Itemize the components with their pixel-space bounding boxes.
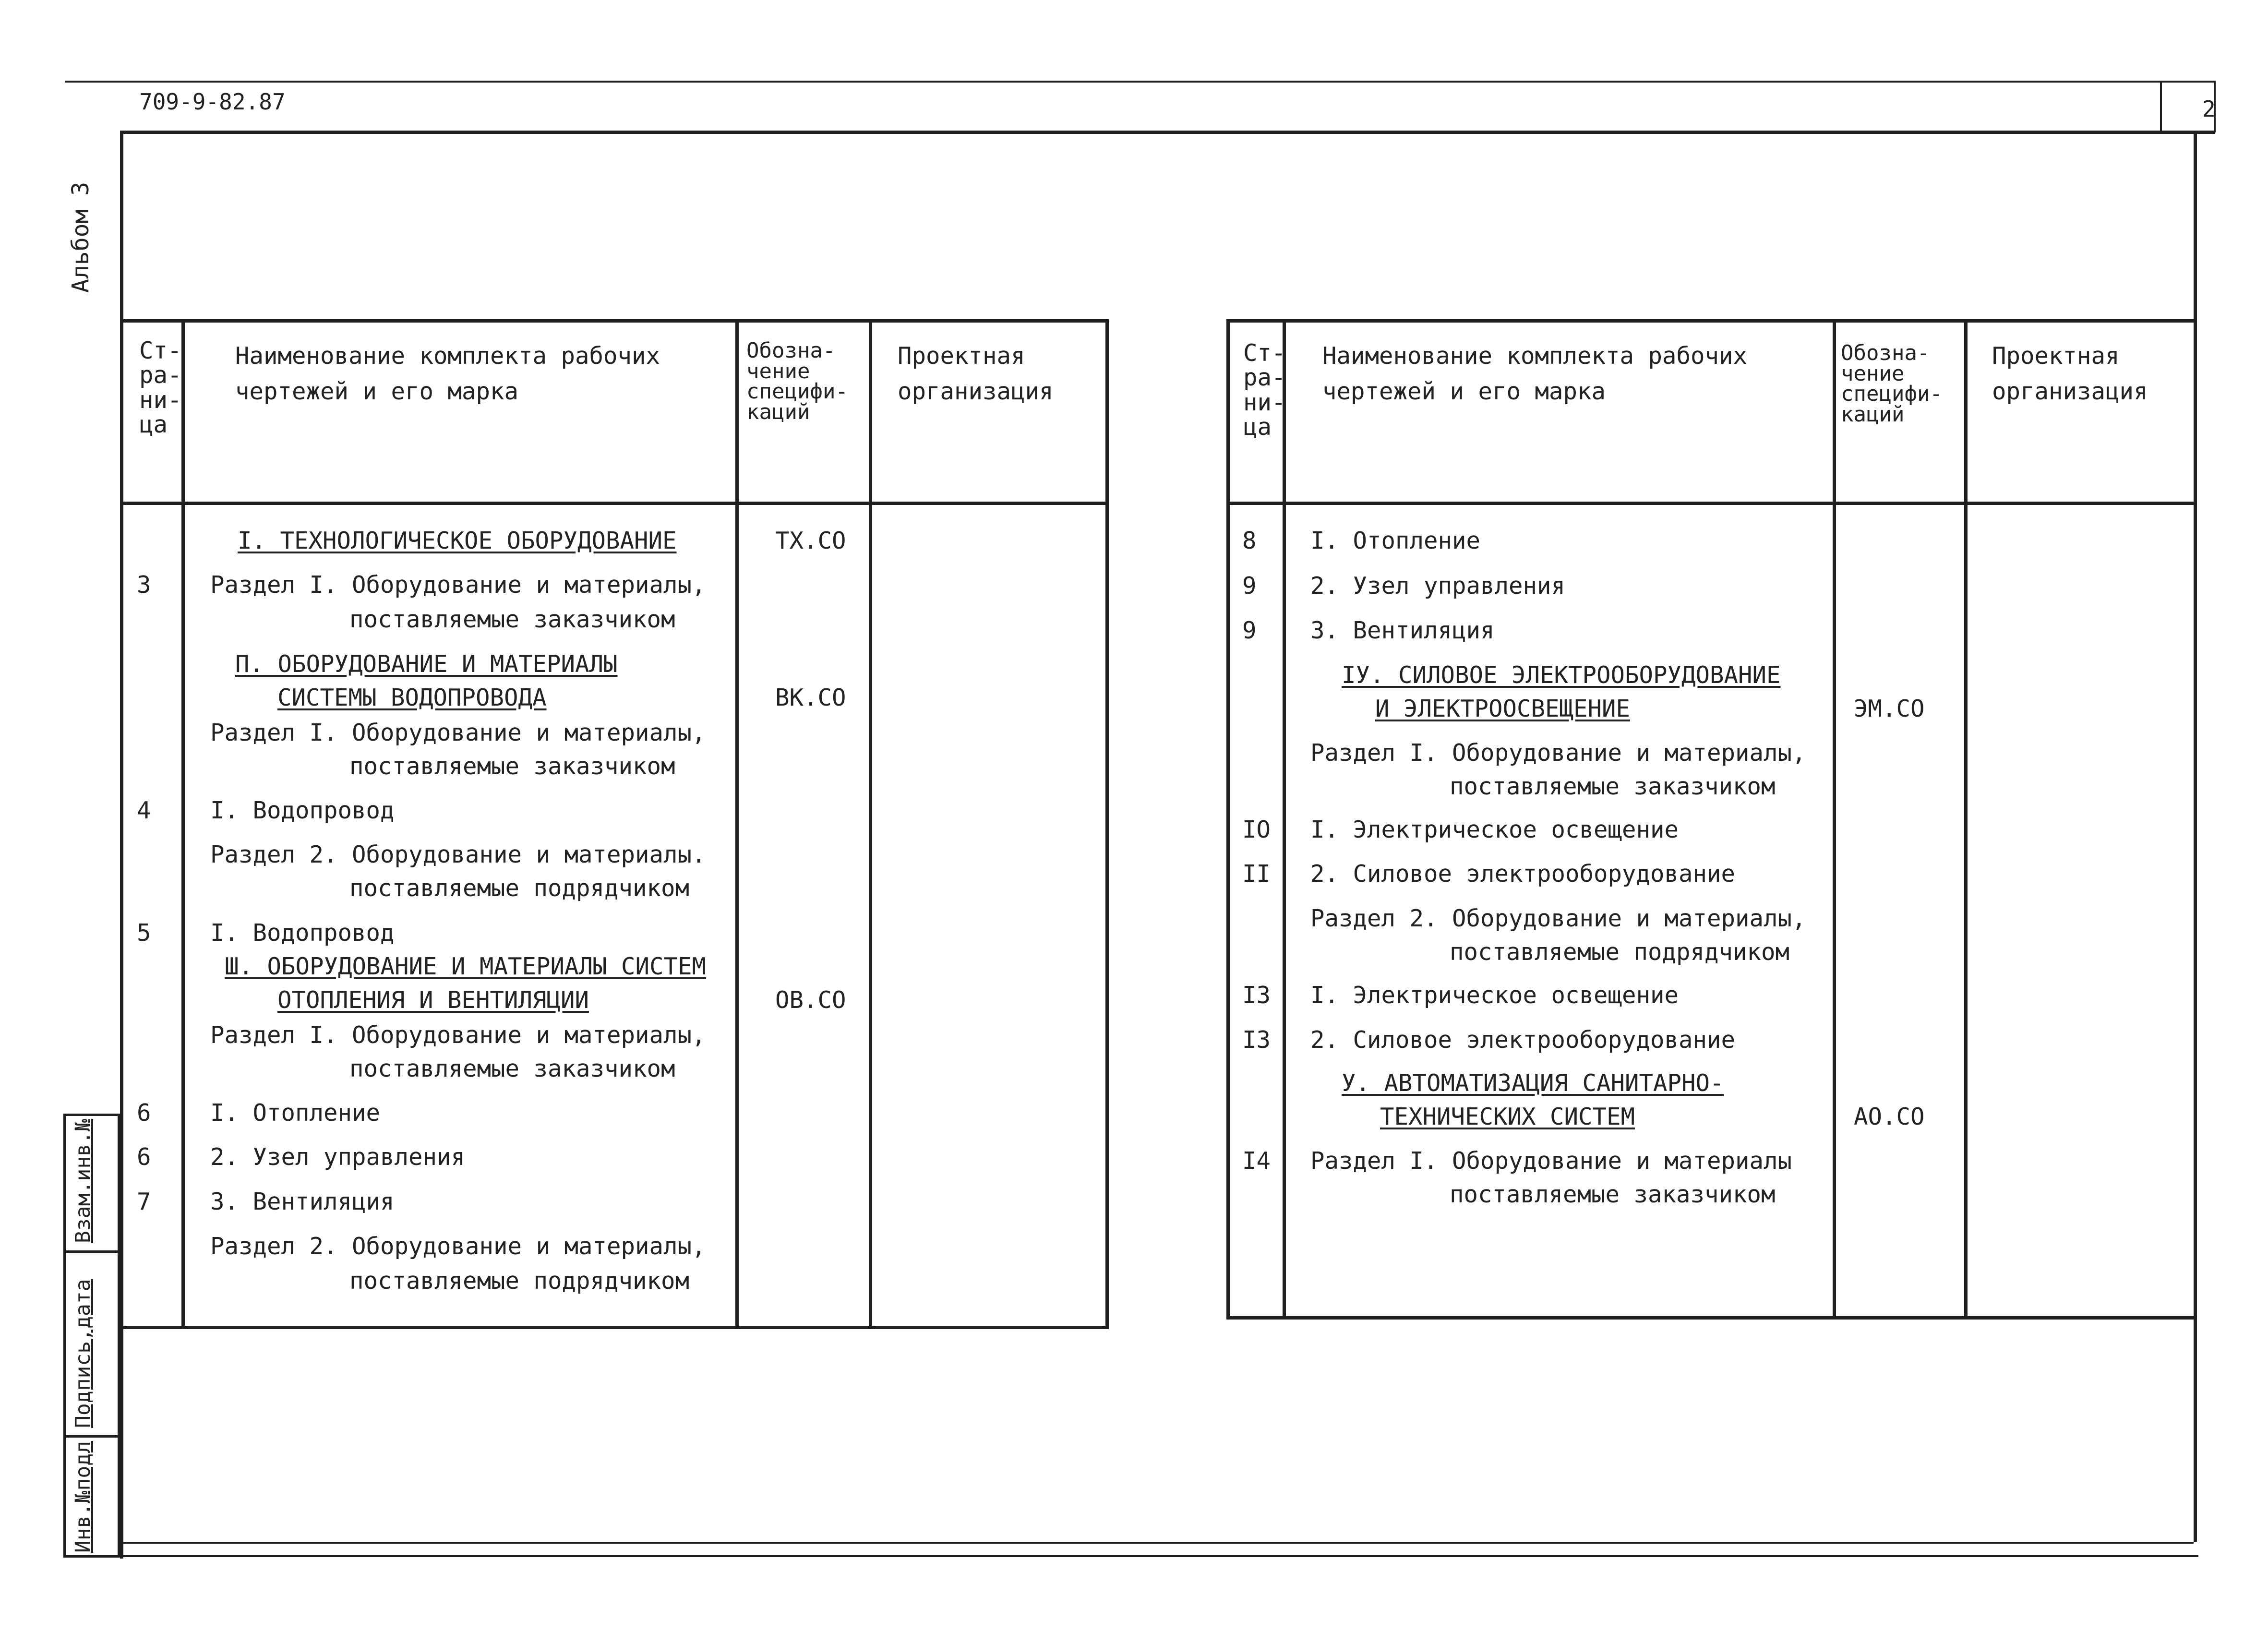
- list-item: Раздел I. Оборудование и материалы,: [210, 571, 706, 599]
- page-number: 6: [137, 1143, 151, 1171]
- right-header-name: Наименование комплекта рабочих чертежей и его марка: [1322, 342, 1748, 405]
- list-item: I. Электрическое освещение: [1310, 982, 1679, 1009]
- list-item: I. Электрическое освещение: [1310, 816, 1679, 843]
- list-item: I. Водопровод: [210, 797, 395, 824]
- specification-code: ОВ.СО: [775, 986, 846, 1014]
- left-col-divider-2: [735, 319, 739, 1327]
- section-title: ОТОПЛЕНИЯ И ВЕНТИЛЯЦИИ: [277, 986, 589, 1014]
- specification-code: АО.СО: [1854, 1103, 1925, 1130]
- page-number: 4: [137, 797, 151, 824]
- section-title: И ЭЛЕКТРООСВЕЩЕНИЕ: [1375, 695, 1631, 722]
- lower-frame-bottom: [120, 1542, 2194, 1544]
- frame-top-line: [120, 131, 2215, 134]
- frame-left-line: [120, 131, 123, 1559]
- list-item: поставляемые заказчиком: [1450, 1181, 1776, 1208]
- stamp-sign-date-label: Подпись,дата: [71, 1279, 95, 1428]
- right-col-divider-1: [1283, 319, 1286, 1319]
- page-number: 6: [137, 1099, 151, 1127]
- page-number: 7: [137, 1188, 151, 1215]
- right-header-page: Ст- ра- ни- ца: [1243, 339, 1286, 441]
- specification-code: ЭМ.СО: [1854, 695, 1925, 722]
- list-item: поставляемые подрядчиком: [1450, 938, 1790, 966]
- list-item: I. Водопровод: [210, 919, 395, 947]
- page-number: I3: [1242, 982, 1271, 1009]
- list-item: поставляемые заказчиком: [349, 1055, 675, 1082]
- right-table-left-edge: [1226, 319, 1230, 1319]
- left-col-divider-1: [181, 319, 185, 1327]
- section-title: I. ТЕХНОЛОГИЧЕСКОЕ ОБОРУДОВАНИЕ: [238, 527, 677, 554]
- list-item: Раздел 2. Оборудование и материалы,: [210, 1233, 706, 1260]
- list-item: Раздел I. Оборудование и материалы,: [1310, 739, 1806, 767]
- page-number: 9: [1242, 617, 1257, 644]
- list-item: поставляемые заказчиком: [1450, 773, 1776, 800]
- left-table-top: [120, 319, 1109, 323]
- section-title: Ш. ОБОРУДОВАНИЕ И МАТЕРИАЛЫ СИСТЕМ: [225, 953, 707, 980]
- left-header-name: Наименование комплекта рабочих чертежей и его марка: [235, 342, 660, 405]
- right-table-top: [1226, 319, 2196, 323]
- top-border-line: [65, 81, 2215, 83]
- section-title: П. ОБОРУДОВАНИЕ И МАТЕРИАЛЫ: [235, 650, 618, 678]
- stamp-inv-no-label: Инв.№подл: [71, 1441, 95, 1553]
- list-item: поставляемые заказчиком: [349, 753, 675, 780]
- right-col-divider-2: [1833, 319, 1836, 1319]
- list-item: поставляемые заказчиком: [349, 606, 675, 633]
- list-item: 2. Силовое электрооборудование: [1310, 860, 1736, 888]
- specification-code: ТХ.СО: [775, 527, 846, 554]
- page-number: 9: [1242, 572, 1257, 600]
- frame-right-line: [2194, 131, 2197, 1542]
- right-header-designation: Обозна- чение специфи- каций: [1841, 341, 1943, 427]
- frame-bottom-line: [67, 1555, 2198, 1557]
- list-item: 2. Узел управления: [1310, 572, 1566, 600]
- page-number: 8: [1242, 527, 1257, 554]
- list-item: 2. Силовое электрооборудование: [1310, 1026, 1736, 1054]
- list-item: 3. Вентиляция: [210, 1188, 395, 1215]
- list-item: I. Отопление: [210, 1099, 381, 1127]
- lower-frame-line: [1226, 1316, 2196, 1318]
- sheet-number-box-left: [2160, 81, 2162, 132]
- right-table-header-bottom: [1226, 502, 2196, 505]
- album-label: Альбом 3: [67, 181, 94, 293]
- stamp-replace-inv-label: Взам.инв.№: [71, 1119, 95, 1243]
- list-item: Раздел I. Оборудование и материалы: [1310, 1147, 1792, 1175]
- list-item: поставляемые подрядчиком: [349, 875, 690, 902]
- page-number: I3: [1242, 1026, 1271, 1054]
- right-col-divider-3: [1964, 319, 1968, 1319]
- page-number: IO: [1242, 816, 1271, 843]
- list-item: Раздел I. Оборудование и материалы,: [210, 1021, 706, 1049]
- section-title: ТЕХНИЧЕСКИХ СИСТЕМ: [1380, 1103, 1635, 1130]
- left-table-header-bottom: [120, 502, 1109, 505]
- list-item: Раздел 2. Оборудование и материалы,: [1310, 905, 1806, 932]
- left-col-divider-3: [869, 319, 872, 1327]
- left-header-organization: Проектная организация: [898, 342, 1054, 405]
- section-title: У. АВТОМАТИЗАЦИЯ САНИТАРНО-: [1342, 1069, 1724, 1097]
- left-header-designation: Обозна- чение специфи- каций: [746, 338, 848, 425]
- sheet-number: 2: [2202, 96, 2216, 122]
- page-number: II: [1242, 860, 1271, 888]
- section-title: IУ. СИЛОВОЕ ЭЛЕКТРООБОРУДОВАНИЕ: [1342, 661, 1781, 689]
- left-header-page: Ст- ра- ни- ца: [139, 337, 182, 439]
- page-number: 3: [137, 571, 151, 599]
- list-item: Раздел 2. Оборудование и материалы.: [210, 841, 706, 868]
- list-item: 2. Узел управления: [210, 1143, 466, 1171]
- left-table-bottom: [120, 1326, 1109, 1329]
- list-item: 3. Вентиляция: [1310, 617, 1495, 644]
- left-table-right-edge: [1105, 319, 1109, 1327]
- list-item: Раздел I. Оборудование и материалы,: [210, 719, 706, 746]
- document-number: 709-9-82.87: [139, 89, 286, 115]
- right-header-organization: Проектная организация: [1992, 342, 2148, 405]
- section-title: СИСТЕМЫ ВОДОПРОВОДА: [277, 684, 547, 711]
- list-item: поставляемые подрядчиком: [349, 1267, 690, 1295]
- page-number: 5: [137, 919, 151, 947]
- list-item: I. Отопление: [1310, 527, 1481, 554]
- specification-code: ВК.СО: [775, 684, 846, 711]
- page-number: I4: [1242, 1147, 1271, 1175]
